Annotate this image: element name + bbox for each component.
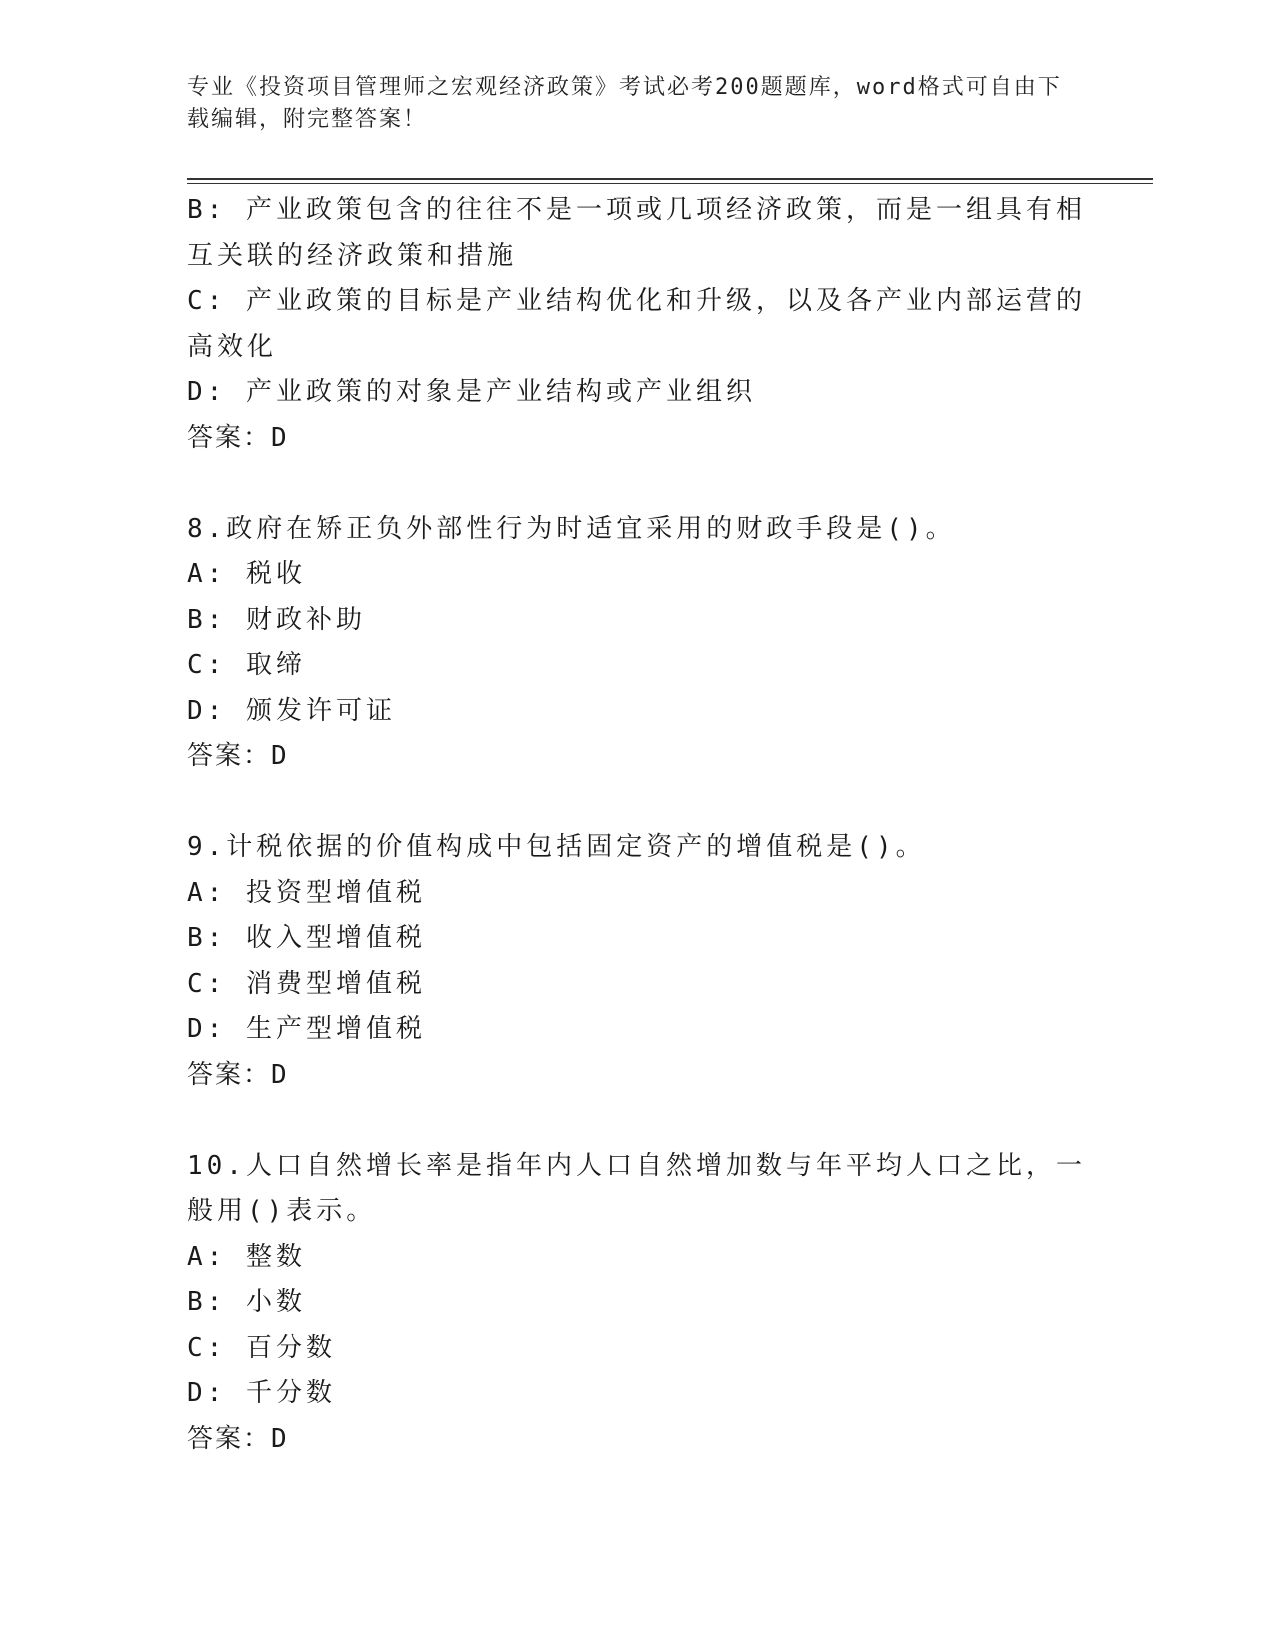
option-c: C: 百分数 bbox=[187, 1332, 336, 1363]
answer-line: 答案：D bbox=[187, 1423, 289, 1454]
question-stem: 9.计税依据的价值构成中包括固定资产的增值税是()。 bbox=[187, 832, 926, 862]
question-7-continuation bbox=[187, 188, 1087, 461]
option-d: D: 生产型增值税 bbox=[187, 1014, 426, 1044]
option-a: A: 税收 bbox=[187, 559, 306, 589]
option-c: C: 产业政策的目标是产业结构优化和升级，以及各产业内部运营的高效化 bbox=[187, 286, 1086, 362]
spacer bbox=[187, 1098, 1087, 1144]
answer-line: 答案：D bbox=[187, 1059, 289, 1090]
question-stem: 10.人口自然增长率是指年内人口自然增加数与年平均人口之比，一般用()表示。 bbox=[187, 1150, 1086, 1226]
header-rule-thin bbox=[187, 183, 1153, 184]
spacer bbox=[187, 780, 1087, 826]
option-d: D: 千分数 bbox=[187, 1378, 336, 1408]
question-content bbox=[187, 188, 1087, 1462]
option-a: A: 整数 bbox=[187, 1241, 306, 1272]
option-b: B: 产业政策包含的往往不是一项或几项经济政策，而是一组具有相互关联的经济政策和措施 bbox=[187, 195, 1086, 271]
question-10 bbox=[187, 1144, 1087, 1463]
question-9 bbox=[187, 825, 1087, 1098]
question-8 bbox=[187, 507, 1087, 780]
option-a: A: 投资型增值税 bbox=[187, 877, 426, 908]
page-header: 专业《投资项目管理师之宏观经济政策》考试必考200题题库，word格式可自由下载编辑，附完整答案！ bbox=[187, 75, 1062, 132]
header-rule-thick bbox=[187, 178, 1153, 180]
answer-line: 答案：D bbox=[187, 422, 289, 453]
option-b: B: 收入型增值税 bbox=[187, 923, 426, 953]
option-c: C: 取缔 bbox=[187, 650, 306, 680]
option-d: D: 产业政策的对象是产业结构或产业组织 bbox=[187, 377, 756, 407]
option-c: C: 消费型增值税 bbox=[187, 968, 426, 999]
option-b: B: 财政补助 bbox=[187, 604, 366, 635]
question-stem: 8.政府在矫正负外部性行为时适宜采用的财政手段是()。 bbox=[187, 513, 956, 544]
answer-line: 答案：D bbox=[187, 741, 289, 771]
option-b: B: 小数 bbox=[187, 1287, 306, 1317]
option-d: D: 颁发许可证 bbox=[187, 695, 396, 726]
spacer bbox=[187, 461, 1087, 507]
